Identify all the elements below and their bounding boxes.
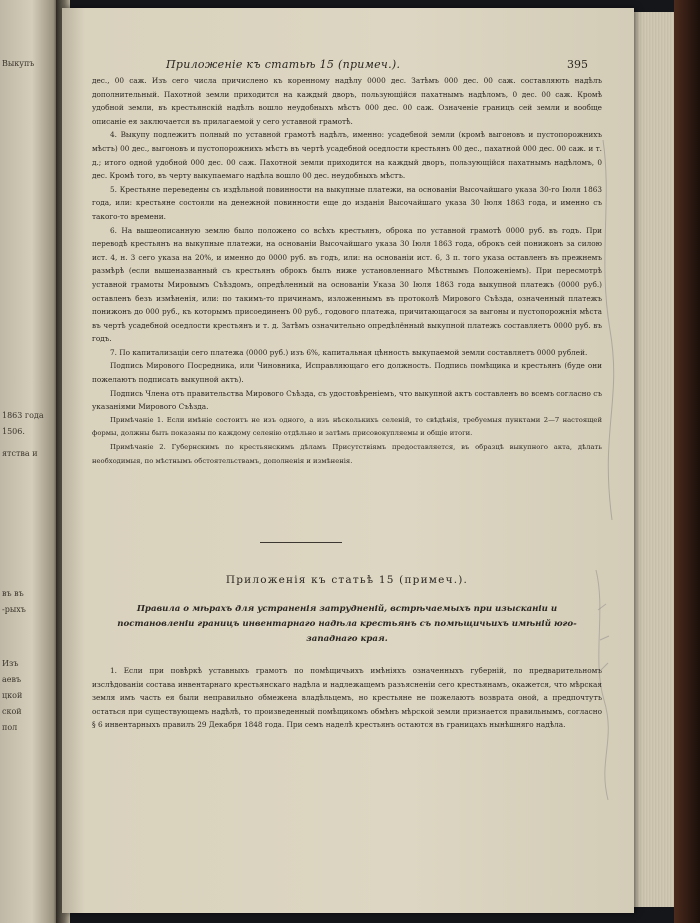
body-paragraph: Подпись Члена отъ правительства Мирового Съѣзда, съ удостовѣреніемъ, что выкупной актъ составленъ во всемъ согласно съ указаніями Мирового Съѣзда. (92, 388, 602, 412)
section-paragraph-block (92, 664, 602, 732)
page-number: 395 (567, 58, 588, 71)
body-text (92, 74, 602, 468)
body-paragraph: 4. Выкупу подлежитъ полный по уставной грамотѣ надѣлъ, именно: усадебной земли (кромѣ выгоновъ и пустопорожнихъ мѣстъ) 00 дес., выгоновъ и пустопорожнихъ мѣстъ въ чертѣ усадебной оседлости крестьянъ 00 дес., пахатной 000 дес. 00 саж. и т. д.; итого одной удобной 000 дес. 00 саж. Пахотной земли приходится на каждый дворъ, пользующійся пахатнымъ надѣломъ, 0 дес. Кромѣ того, въ черту выкупаемаго надѣла вошло 00 дес. неудобныхъ мѣстъ. (92, 130, 602, 181)
note-paragraph: Примѣчаніе 1. Если имѣніе состоитъ не изъ одного, а изъ нѣсколькихъ селеній, то свѣдѣнія, требуемыя пунктами 2—7 настоящей формы, должны быть показаны по каждому селенію отдѣльно и затѣмъ присовокупляемы и общіе итоги. (92, 415, 602, 438)
note-paragraph: Примѣчаніе 2. Губернскимъ по крестьянскимъ дѣламъ Присутствіямъ предоставляется, въ образцѣ выкупного акта, дѣлать необходимыя, по мѣстнымъ обстоятельствамъ, дополненія и измѣненія. (92, 443, 602, 465)
left-page-fragment: пол (2, 723, 18, 732)
left-page-fragment: въ въ (2, 589, 24, 598)
section-paragraph: 1. Если при повѣркѣ уставныхъ грамотъ по помѣщичьихъ имѣніяхъ означенныхъ губерній, по предварительномъ изслѣдованіи состава инвентарнаго крестьянскаго надѣла и надлежащемъ разъясненіи сего крестьянамъ, окажется, что мѣрская земля имъ часть ея были неправильно обмежена владѣльцемъ, но крестьяне не пожелаютъ возврата оной, а предпочтутъ остаться при существующемъ надѣлѣ, то произведенный помѣщикомъ обмѣнъ мѣрской земли признается правильнымъ, согласно § 6 инвентарныхъ правилъ 29 Декабря 1848 года. При семъ наделѣ крестьянъ остаются въ границахъ нынѣшняго надѣла. (92, 666, 602, 730)
left-page-fragment: 1863 года (2, 411, 44, 420)
body-paragraph: Подпись Мирового Посредника, или Чиновника, Исправляющаго его должность. Подпись помѣщика и крестьянъ (буде они пожелаютъ подписать выкупной актъ). (92, 361, 602, 385)
left-page-fragment: Изъ (2, 659, 19, 668)
left-page-fragment: цкой (2, 691, 23, 700)
left-page-fragment: ятства и (2, 449, 38, 458)
left-page-fragment: 1506. (2, 427, 25, 436)
body-paragraph: 7. По капитализаціи сего платежа (0000 руб.) изъ 6%, капитальная цѣнность выкупаемой земли составляетъ 0000 рублей. (110, 347, 588, 357)
section-divider (260, 542, 342, 543)
body-paragraph: 5. Крестьяне переведены съ издѣльной повинности на выкупные платежи, на основаніи Высочайшаго указа 30-го Іюля 1863 года, или: крестьяне состояли на денежной повинности еще до изданія Высочайшаго указа 30 Іюля 1863 года, и именно съ такого-то времени. (92, 184, 602, 221)
running-header-title: Приложеніе къ статьѣ 15 (примеч.). (166, 58, 401, 71)
body-paragraph: дес., 00 саж. Изъ сего числа причислено къ коренному надѣлу 0000 дес. Затѣмъ 000 дес. 00 саж. составляють надѣлъ дополнительный. Пахотной земли приходится на каждый дворъ, пользующійся пахатнымъ надѣломъ, 0 дес. 00 саж. Кромѣ удобной земли, въ крестьянскій надѣлъ вошло неудобныхъ мѣстъ 000 дес. 00 саж. Означеніе границъ сей земли и вообще описаніе ея заключается въ прилагаемой у сего уставной грамотѣ. (92, 76, 602, 126)
left-page-fragment: -рыхъ (2, 605, 26, 614)
body-paragraph: 6. На вышеописанную землю было положено со всѣхъ крестьянъ, оброка по уставной грамотѣ 0000 руб. въ годъ. При переводѣ крестьянъ на выкупные платежи, на основаніи Высочайшаго указа 30 Іюля 1863 года, оброкъ сей понижонъ за силою ист. 4, н. 3 сего указа на 20%, и именно до 0000 руб. въ годъ, или: на основаніи ист. 6, 3 п. того указа оставленъ въ прежнемъ размѣрѣ (если вышеназванный съ крестьянъ оброкъ былъ ниже установленнаго Мѣстнымъ Положеніемъ). При пересмотрѣ уставной грамоты Мировымъ Съѣздомъ, опредѣленный на основаніи Указа 30 Іюля 1863 года выкупной платежъ (0000 руб.) оставленъ безъ измѣненія, или: по такимъ-то причинамъ, изложеннымъ въ протоколѣ Мирового Съѣзда, означенный платежъ понижонъ до 000 руб., къ которымъ присоединенъ 00 руб., годового платежа, причитающагося за выгоны и пустопорожнія мѣста въ чертѣ усадебной оседлости крестьянъ и т. д. Затѣмъ означительно опредѣлённый выкупной платежъ составляетъ 0000 руб. въ годъ. (92, 225, 602, 344)
running-header (92, 58, 602, 72)
section-italic-heading: Правила о мѣрахъ для устраненія затрудненій, встрѣчаемыхъ при изысканіи и постановленіи границъ инвентарнаго надѣла крестьянъ съ помѣщичьихъ имѣній юго-западнаго края. (117, 604, 577, 644)
left-page-fragment: аевъ (2, 675, 22, 684)
left-page-fragment: Выкупъ (2, 59, 35, 68)
section-title: Приложенія къ статьѣ 15 (примеч.). (225, 574, 469, 586)
left-page-fragment: ской (2, 707, 22, 716)
